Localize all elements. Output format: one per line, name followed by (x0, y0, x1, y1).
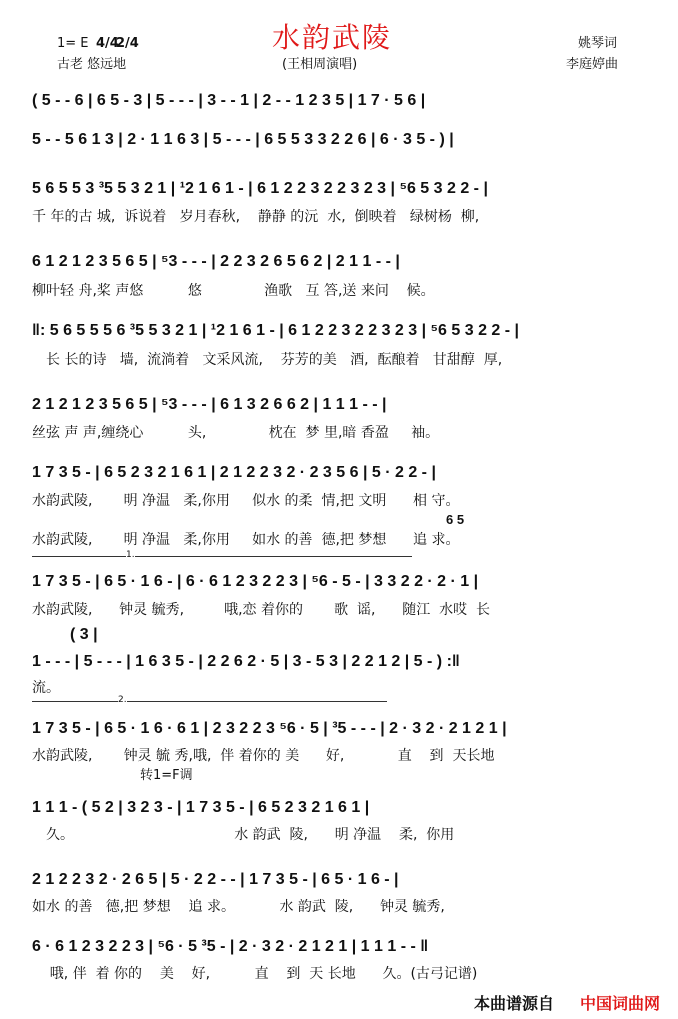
volta-2-bracket (32, 701, 387, 702)
lyrics-row-7: 水韵武陵, 明 净温 柔,你用 似水 的柔 情,把 文明 相 守。 (32, 493, 460, 509)
score-row-3: 5 6 5 5 3 ³5 5 3 2 1 | ¹2 1 6 1 - | 6 1 2 2 3 2 2 3 2 3 | ⁵6 5 3 2 2 - | (32, 180, 488, 197)
score-row-2: 5 - - 5 6 1 3 | 2 · 1 1 6 3 | 5 - - - | 6 5 5 3 3 2 2 6 | 6 · 3 5 - ) | (32, 131, 454, 148)
lyrics-row-9: 流。 (32, 680, 60, 696)
score-row-13: 6 · 6 1 2 3 2 2 3 | ⁵6 · 5 ³5 - | 2 · 3 2 · 2 1 2 1 | 1 1 1 - - ‖ (32, 938, 429, 955)
lyrics-row-11: 久。 水 韵武 陵, 明 净温 柔, 你用 (46, 827, 455, 843)
lyrics-row-8: 水韵武陵, 钟灵 毓秀, 哦,恋 着你的 歌 谣, 随江 水哎 长 (32, 602, 491, 618)
lyrics-row-13: 哦, 伴 着 你的 美 好, 直 到 天 长地 久。(古弓记谱) (32, 966, 478, 982)
score-row-9: 1 - - - | 5 - - - | 1 6 3 5 - | 2 2 6 2 · 5 | 3 - 5 3 | 2 2 1 2 | 5 - ) :‖ (32, 653, 460, 670)
score-row-5: ‖: 5 6 5 5 5 6 ³5 5 3 2 1 | ¹2 1 6 1 - | 6 1 2 2 3 2 2 3 2 3 | ⁵6 5 3 2 2 - | (32, 322, 520, 339)
lyrics-row-12: 如水 的善 德,把 梦想 追 求。 水 韵武 陵, 钟灵 毓秀, (32, 899, 445, 915)
lyrics-row-3: 千 年的古 城, 诉说着 岁月春秋, 静静 的沅 水, 倒映着 绿树杨 柳, (32, 209, 480, 225)
lyrics-row-6: 丝弦 声 声,缠绕心 头, 枕在 梦 里,暗 香盈 袖。 (32, 425, 440, 441)
lyrics-row-7-verse-2: 水韵武陵, 明 净温 柔,你用 如水 的善 德,把 梦想 追 求。 (32, 532, 460, 548)
key-signature: 1= E (57, 36, 89, 51)
time-signature-2-4: 2/4 (116, 36, 139, 51)
lyrics-row-4: 柳叶轻 舟,桨 声悠 悠 渔歌 互 答,送 来问 候。 (32, 283, 435, 299)
score-row-8: 1 7 3 5 - | 6 5 · 1 6 - | 6 · 6 1 2 3 2 2 3 | ⁵6 - 5 - | 3 3 2 2 · 2 · 1 | (32, 573, 479, 590)
score-row-11: 1 1 1 - ( 5 2 | 3 2 3 - | 1 7 3 5 - | 6 5 2 3 2 1 6 1 | (32, 799, 370, 816)
time-signature-4-4: 4/4 (96, 36, 119, 51)
lyrics-row-5: 长 长的诗 墙, 流淌着 文采风流, 芬芳的美 酒, 酝酿着 甘甜醇 厚, (46, 352, 503, 368)
source-label: 本曲谱源自 (474, 994, 555, 1013)
alternate-notes-2: ( 3 | (70, 626, 98, 643)
alternate-notes: 6 5 (446, 512, 465, 527)
tempo-mood: 古老 悠远地 (57, 57, 127, 72)
score-row-4: 6 1 2 1 2 3 5 6 5 | ⁵3 - - - | 2 2 3 2 6 5 6 2 | 2 1 1 - - | (32, 253, 400, 270)
volta-1-bracket (32, 556, 412, 557)
volta-1-label: 1. (126, 550, 135, 560)
score-row-10: 1 7 3 5 - | 6 5 · 1 6 · 6 1 | 2 3 2 2 3 ⁵6 · 5 | ³5 - - - | 2 · 3 2 · 2 1 2 1 | (32, 720, 507, 737)
lyrics-row-10: 水韵武陵, 钟灵 毓 秀,哦, 伴 着你的 美 好, 直 到 天长地 (32, 748, 495, 764)
score-row-1: ( 5 - - 6 | 6 5 - 3 | 5 - - - | 3 - - 1 | 2 - - 1 2 3 5 | 1 7 · 5 6 | (32, 92, 426, 109)
score-row-12: 2 1 2 2 3 2 · 2 6 5 | 5 · 2 2 - - | 1 7 3 5 - | 6 5 · 1 6 - | (32, 871, 399, 888)
composer-credit: 李庭婷曲 (566, 57, 619, 72)
volta-2-label: 2. (118, 695, 127, 705)
singer-credit: (王相周演唱) (282, 57, 358, 72)
key-change-note: 转1=F调 (140, 768, 193, 783)
song-title: 水韵武陵 (272, 21, 393, 54)
score-row-6: 2 1 2 1 2 3 5 6 5 | ⁵3 - - - | 6 1 3 2 6 6 2 | 1 1 1 - - | (32, 396, 387, 413)
source-site-link[interactable]: 中国词曲网 (580, 994, 661, 1013)
score-row-7: 1 7 3 5 - | 6 5 2 3 2 1 6 1 | 2 1 2 2 3 2 · 2 3 5 6 | 5 · 2 2 - | (32, 464, 436, 481)
lyricist-credit: 姚琴词 (578, 36, 618, 51)
